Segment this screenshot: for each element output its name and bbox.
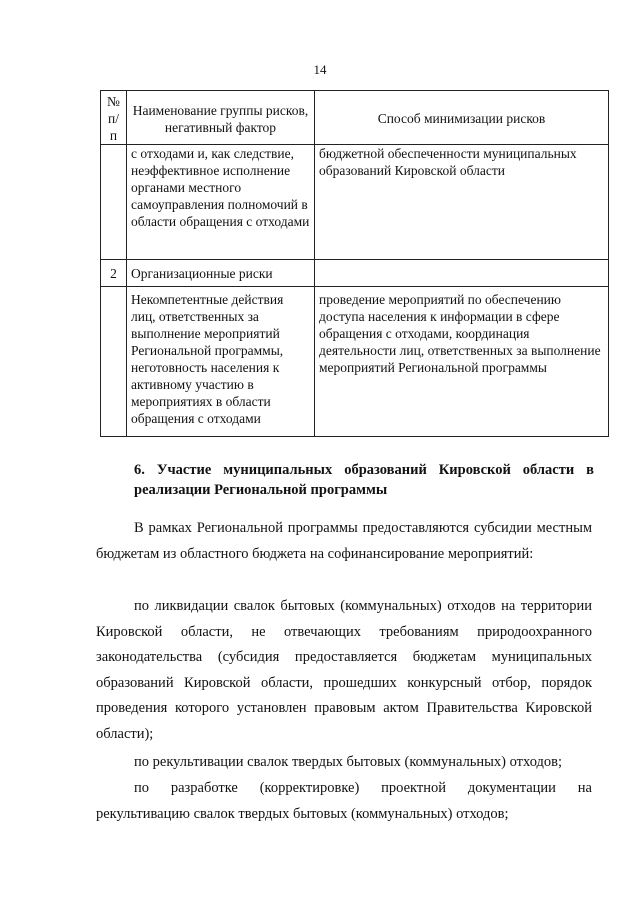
risk-table (100, 90, 609, 437)
section-heading: 6. Участие муниципальных образований Кировской области в реализации Региональной программы (134, 462, 594, 498)
paragraph-text: по рекультивации свалок твердых бытовых (коммунальных) отходов; (134, 754, 563, 770)
paragraph-text: по ликвидации свалок бытовых (коммунальных) отходов на территории Кировской области, не отвечающих требованиям природоохранного законодательства (субсидия предоставляется бюджетам муниципальных образований Кировской области, прошедших конкурсный отбор, порядок проведения которого установлен правовым актом Правительства Кировской области); (96, 598, 592, 742)
header-minimization: Способ минимизации рисков (315, 91, 609, 145)
table-row (101, 260, 609, 287)
risk-group-cell: с отходами и, как следствие, неэффективное исполнение органами местного самоуправления полномочий в области обращения с отходами (127, 145, 315, 260)
minimization-cell: бюджетной обеспеченности муниципальных образований Кировской области (315, 145, 609, 260)
table-row (101, 145, 609, 260)
row-number (101, 287, 127, 437)
paragraph-intro (96, 516, 592, 567)
minimization-cell: проведение мероприятий по обеспечению доступа населения к информации в сфере обращения с отходами, координация деятельности лиц, ответственных за выполнение мероприятий Региональной программы (315, 287, 609, 437)
page-number: 14 (313, 62, 327, 77)
row-number (101, 145, 127, 260)
risk-group-cell: Организационные риски (127, 260, 315, 287)
row-number: 2 (101, 260, 127, 287)
paragraph-design-docs (96, 776, 592, 827)
header-risk-group: Наименование группы рисков, негативный фактор (127, 91, 315, 145)
table-row (101, 287, 609, 437)
paragraph-text: В рамках Региональной программы предоставляются субсидии местным бюджетам из областного бюджета на софинансирование мероприятий: (96, 520, 592, 562)
minimization-cell (315, 260, 609, 287)
header-number: № п/п (101, 91, 127, 145)
table-header-row (101, 91, 609, 145)
paragraph-landfill-liquidation (96, 594, 592, 748)
risk-group-cell: Некомпетентные действия лиц, ответственных за выполнение мероприятий Региональной программы, неготовность населения к активному участию в мероприятиях в области обращения с отходами (127, 287, 315, 437)
paragraph-text: по разработке (корректировке) проектной документации на рекультивацию свалок твердых бытовых (коммунальных) отходов; (96, 780, 592, 822)
paragraph-recultivation (96, 750, 592, 776)
